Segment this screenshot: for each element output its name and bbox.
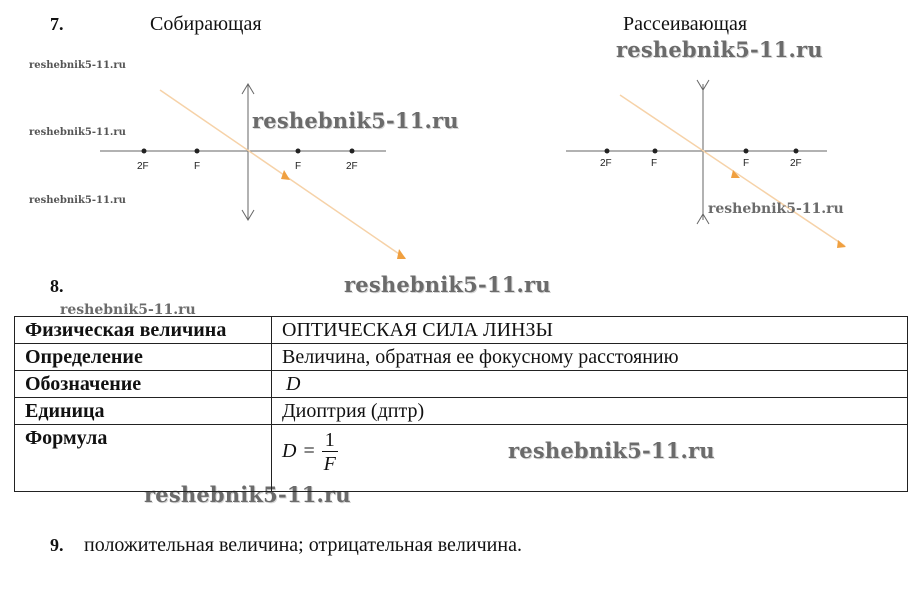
watermark-small-1: reshebnik5-11.ru [29, 60, 126, 71]
diverging-point-f-right [744, 149, 749, 154]
converging-lens-title: Собирающая [150, 13, 262, 35]
section-7-number: 7. [50, 14, 64, 34]
diverging-label-f-right: F [743, 158, 750, 169]
table-row [15, 344, 908, 371]
row-value-definition: Величина, обратная ее фокусному расстоянию [272, 344, 908, 371]
formula-equals: = [303, 440, 315, 463]
converging-label-2f-right: 2F [346, 161, 358, 172]
diverging-point-2f-right [794, 149, 799, 154]
section-9-number: 9. [50, 535, 64, 555]
row-key-notation: Обозначение [15, 371, 272, 398]
diverging-label-2f-left: 2F [600, 158, 612, 169]
formula-expression [282, 429, 338, 476]
diverging-ray-arrow-2 [837, 240, 846, 248]
section-8-number: 8. [50, 276, 64, 296]
diverging-label-f-left: F [651, 158, 658, 169]
table-row [15, 317, 908, 344]
watermark-small-2: reshebnik5-11.ru [29, 127, 126, 138]
table-row [15, 398, 908, 425]
diverging-point-2f-left [605, 149, 610, 154]
formula-lhs: D [282, 440, 297, 463]
notation-symbol: D [286, 373, 301, 395]
watermark-big-1: reshebnik5-11.ru [252, 108, 459, 133]
row-value-formula [272, 425, 908, 492]
converging-label-2f-left: 2F [137, 161, 149, 172]
converging-label-f-right: F [295, 161, 302, 172]
row-value-quantity: ОПТИЧЕСКАЯ СИЛА ЛИНЗЫ [272, 317, 908, 344]
diverging-label-2f-right: 2F [790, 158, 802, 169]
watermark-small-3: reshebnik5-11.ru [29, 195, 126, 206]
row-key-unit: Единица [15, 398, 272, 425]
row-key-definition: Определение [15, 344, 272, 371]
converging-label-f-left: F [194, 161, 201, 172]
row-value-notation [272, 371, 908, 398]
row-key-quantity: Физическая величина [15, 317, 272, 344]
formula-numerator: 1 [322, 429, 338, 452]
watermark-big-2: reshebnik5-11.ru [616, 37, 823, 62]
watermark-mid-1: reshebnik5-11.ru [708, 201, 844, 217]
diverging-point-f-left [653, 149, 658, 154]
row-value-unit: Диоптрия (дптр) [272, 398, 908, 425]
diverging-light-ray [620, 95, 845, 246]
table-row [15, 371, 908, 398]
optical-power-table [14, 316, 908, 492]
formula-denominator: F [323, 453, 336, 475]
watermark-big-3: reshebnik5-11.ru [344, 272, 551, 297]
watermark-mid-2: reshebnik5-11.ru [60, 302, 196, 318]
row-key-formula: Формула [15, 425, 272, 492]
section-9-answer: положительная величина; отрицательная величина. [84, 534, 522, 556]
watermark-big-5: reshebnik5-11.ru [144, 482, 351, 507]
table-row [15, 425, 908, 492]
formula-fraction [322, 429, 338, 476]
diverging-lens-title: Рассеивающая [623, 13, 748, 35]
watermark-big-4: reshebnik5-11.ru [508, 438, 715, 463]
